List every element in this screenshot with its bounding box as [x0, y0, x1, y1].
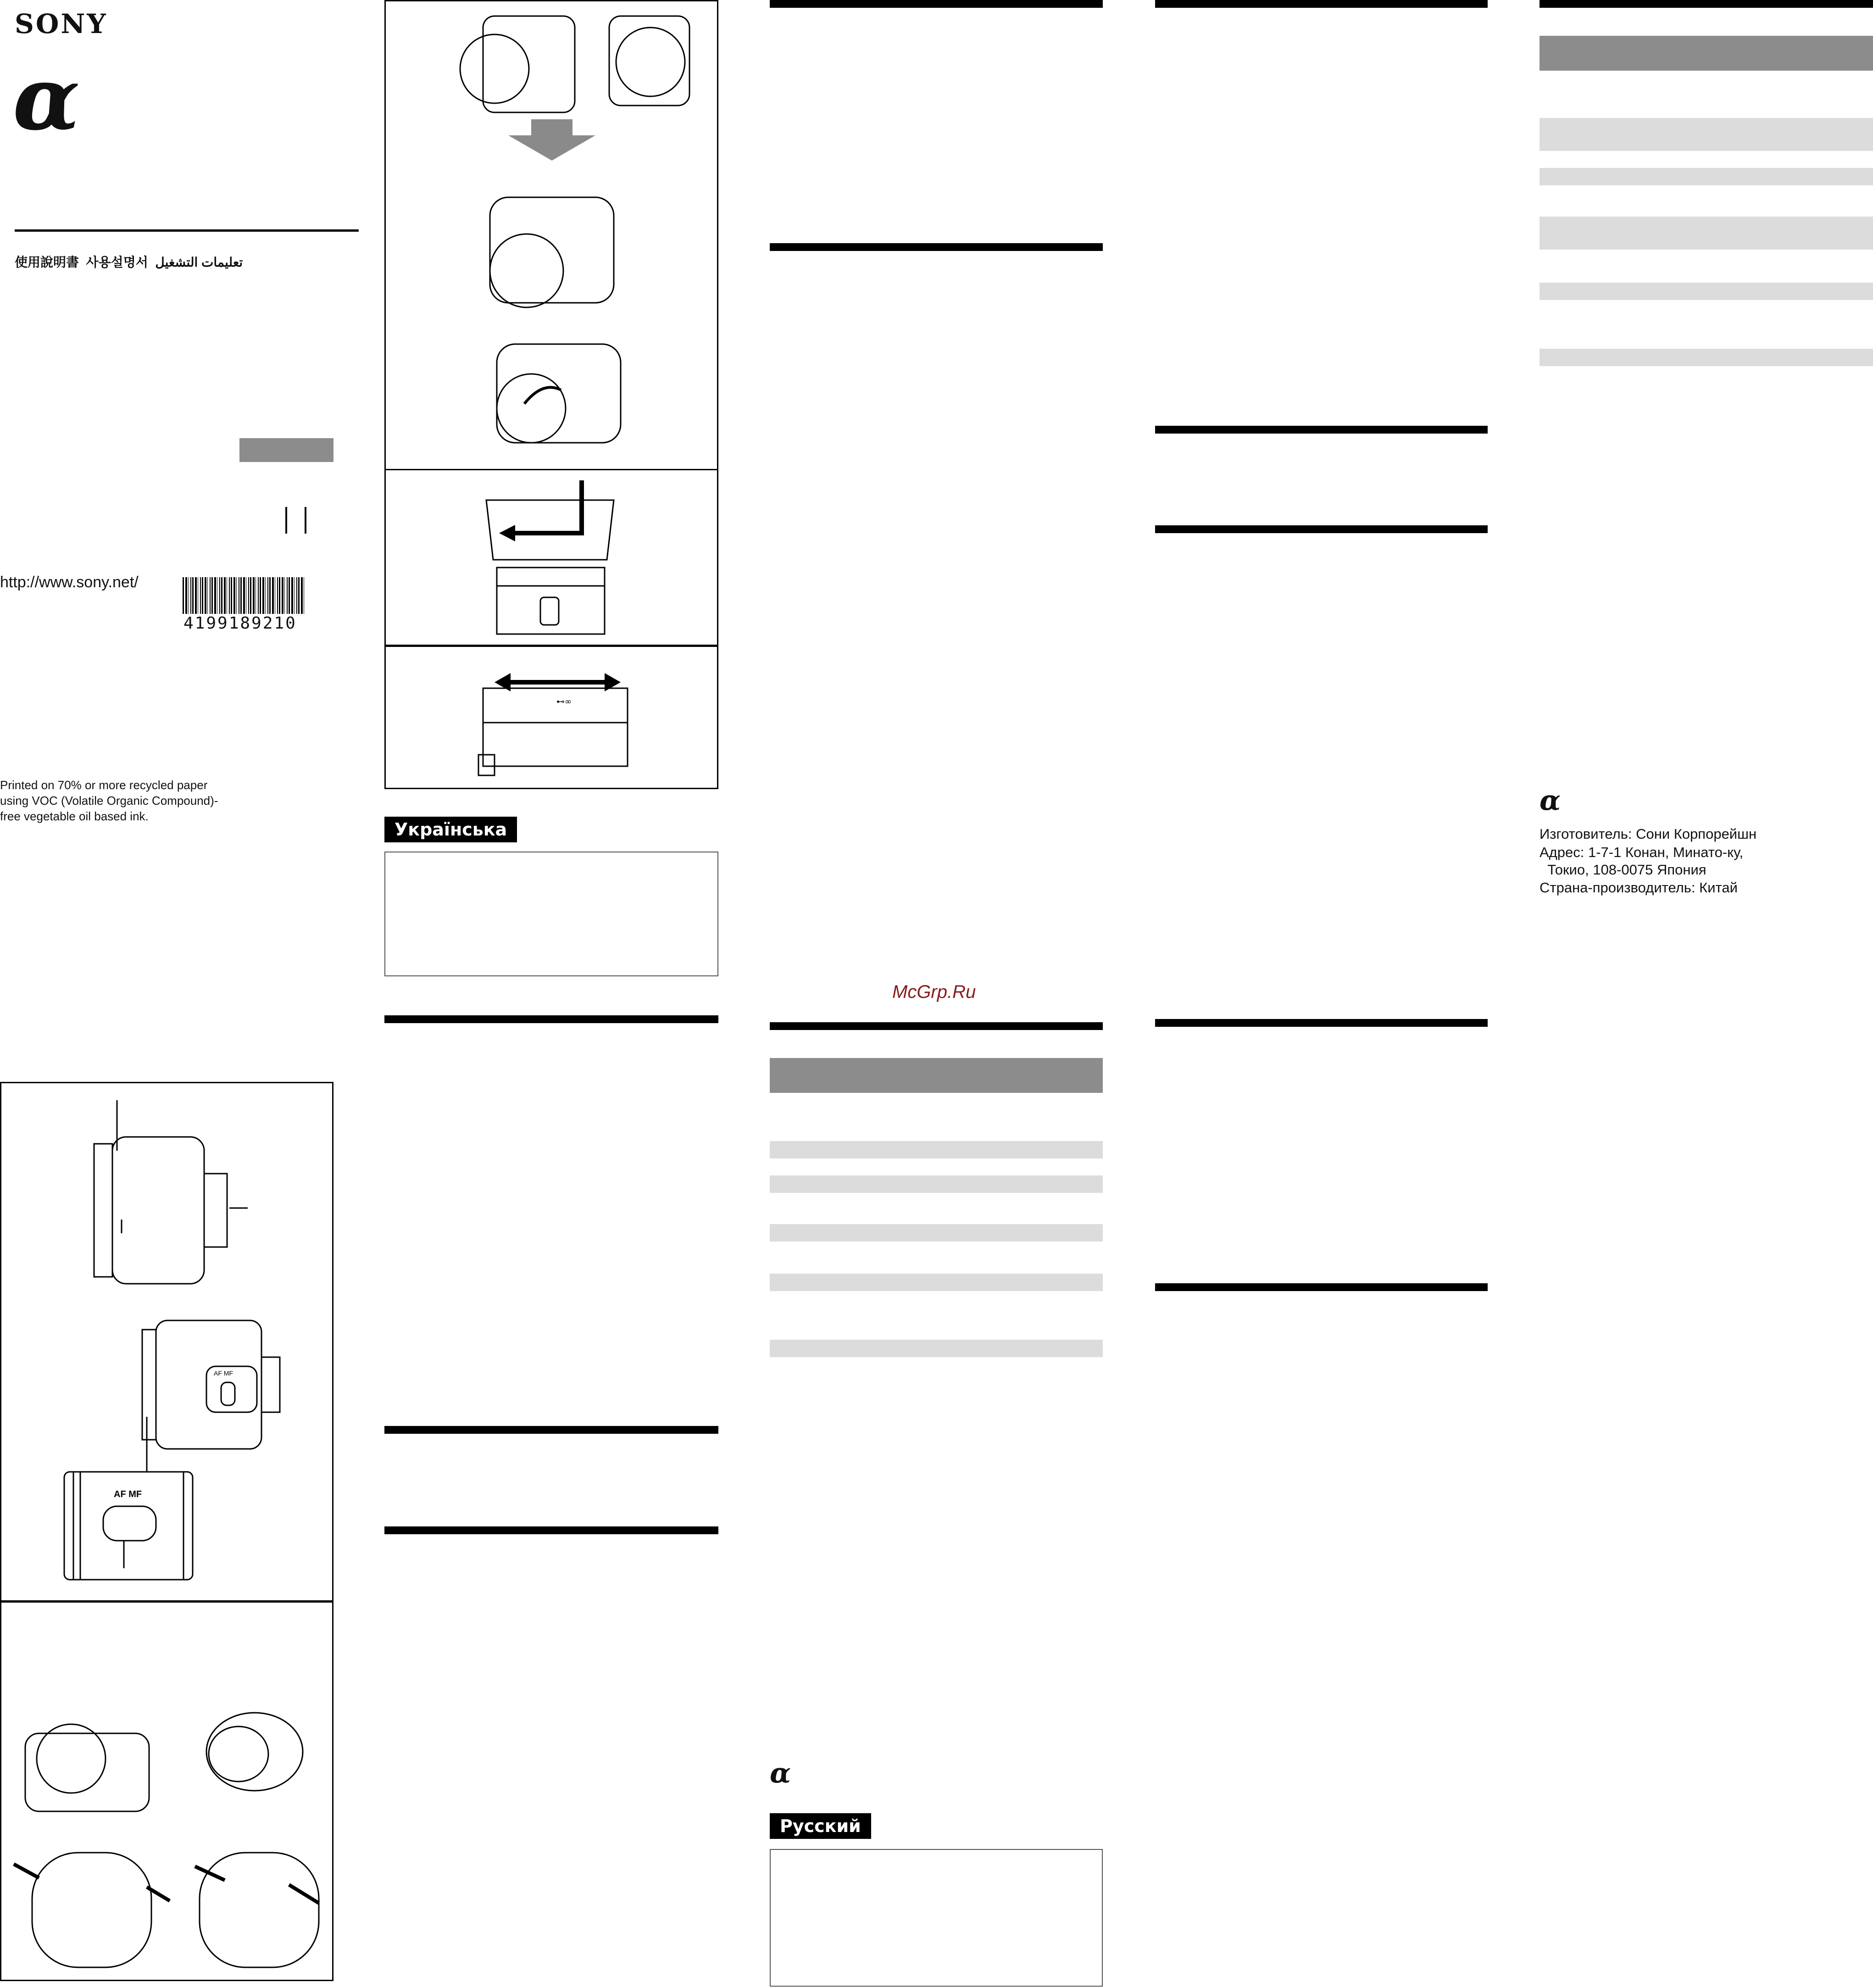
column3-light-bar-5 [770, 1340, 1103, 1357]
column3-alpha-logo: α [770, 1757, 791, 1789]
focus-ring-illustration [384, 645, 718, 789]
cover-tick-1 [285, 507, 287, 534]
imprint-alpha-logo: α [1540, 785, 1561, 817]
column3-rule-3 [770, 1022, 1103, 1030]
cover-grey-label [239, 438, 333, 462]
russian-section-tag: Русский [770, 1813, 871, 1839]
column4-rule-3 [1155, 525, 1488, 533]
mount-lens-illustration [384, 0, 718, 470]
column3-light-bar-4 [770, 1274, 1103, 1291]
recycled-note-line-3: free vegetable oil based ink. [0, 809, 149, 823]
column5-light-bar-1 [1540, 118, 1873, 151]
cover-rule [15, 229, 359, 232]
column4-rule-1 [1155, 0, 1488, 8]
russian-intro-box [770, 1849, 1103, 1987]
column2-rule-3 [384, 1526, 718, 1534]
imprint-address-line-1: Адрес: 1-7-1 Конан, Минато-ку, [1540, 844, 1744, 860]
column5-light-bar-4 [1540, 283, 1873, 300]
focus-distance-mark: ⊷∞ [556, 697, 572, 707]
imprint-manufacturer: Изготовитель: Сони Корпорейшн [1540, 826, 1757, 842]
ukrainian-section-tag: Українська [384, 817, 517, 842]
cover-tick-2 [305, 507, 306, 534]
alpha-logo: α [13, 47, 80, 150]
column5-light-bar-3 [1540, 217, 1873, 250]
cover-languages: 使用說明書 사용설명서 تعليمات التشغيل [15, 255, 243, 269]
column3-rule-1 [770, 0, 1103, 8]
imprint-address-line-2: Токио, 108-0075 Япония [1540, 862, 1706, 878]
column3-rule-2 [770, 243, 1103, 251]
barcode [183, 577, 306, 614]
column4-rule-5 [1155, 1283, 1488, 1291]
imprint-country: Страна-производитель: Китай [1540, 880, 1738, 896]
column3-dark-bar [770, 1058, 1103, 1093]
column5-light-bar-2 [1540, 168, 1873, 185]
af-mf-label-large: AF MF [114, 1489, 142, 1499]
column5-light-bar-5 [1540, 349, 1873, 366]
ukrainian-intro-box [384, 852, 718, 976]
column3-light-bar-2 [770, 1175, 1103, 1193]
column3-light-bar-3 [770, 1224, 1103, 1242]
column4-rule-2 [1155, 426, 1488, 434]
column5-rule-1 [1540, 0, 1873, 8]
hood-illustration [384, 469, 718, 647]
recycled-note-line-2: using VOC (Volatile Organic Compound)- [0, 794, 218, 807]
af-mf-label-small: AF MF [214, 1370, 233, 1377]
caps-illustration [0, 1600, 333, 1981]
column3-light-bar-1 [770, 1141, 1103, 1158]
column2-rule-2 [384, 1426, 718, 1434]
lens-side-illustration [0, 1082, 333, 1603]
column2-rule-1 [384, 1015, 718, 1023]
barcode-number: 4199189210 [183, 614, 297, 633]
recycled-note-line-1: Printed on 70% or more recycled paper [0, 778, 208, 792]
sony-url[interactable]: http://www.sony.net/ [0, 574, 139, 591]
brand-logo: SONY [15, 8, 108, 39]
column4-rule-4 [1155, 1019, 1488, 1027]
column5-dark-bar [1540, 36, 1873, 71]
watermark: McGrp.Ru [892, 982, 976, 1002]
